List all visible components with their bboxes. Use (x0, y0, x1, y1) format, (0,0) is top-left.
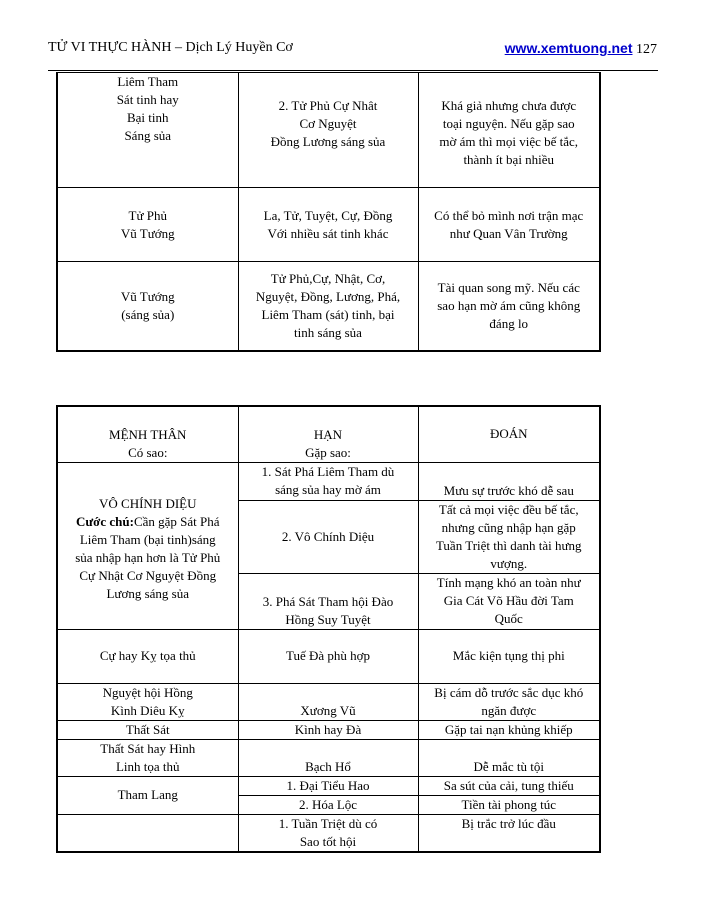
page-number: 127 (636, 42, 657, 57)
table-row (57, 462, 600, 500)
note-label: Cước chú: (75, 513, 134, 529)
menh-than-cell: Thất Sát (57, 720, 238, 739)
han-cell: Xương Vũ (238, 683, 418, 720)
han-cell: Bạch Hổ (238, 739, 418, 776)
han-cell: 1. Tuần Triệt dù có Sao tốt hội (238, 814, 418, 852)
doan-cell: Dễ mắc tù tội (418, 739, 600, 776)
han-cell: 3. Phá Sát Tham hội Đào Hồng Suy Tuyệt (238, 573, 418, 629)
doan-cell: Tài quan song mỹ. Nếu các sao hạn mờ ám cũng không đáng lo (418, 262, 600, 351)
menh-than-cell: Tử Phủ Vũ Tướng (57, 188, 238, 262)
doan-cell: Bị cám dỗ trước sắc dục khó ngăn được (418, 683, 600, 720)
menh-than-cell: Nguyệt hội Hồng Kình Diêu Kỵ (57, 683, 238, 720)
table-row (57, 629, 600, 683)
han-cell: 2. Tử Phủ Cự Nhât Cơ Nguyệt Đồng Lương sáng sủa (238, 73, 418, 188)
website-link[interactable]: www.xemtuong.net (504, 40, 633, 56)
doan-cell: Mưu sự trước khó dễ sau (418, 462, 600, 500)
han-cell: Tuế Đà phù hợp (238, 629, 418, 683)
header-menh-than: MỆNH THÂN Có sao: (57, 406, 238, 462)
menh-than-cell (57, 814, 238, 852)
doan-cell: Mắc kiện tụng thị phi (418, 629, 600, 683)
doan-cell: Sa sút của cải, tung thiếu (418, 776, 600, 795)
menh-than-cell: Liêm Tham Sát tinh hay Bại tinh Sáng sủa (57, 73, 238, 188)
han-cell: 1. Sát Phá Liêm Tham dù sáng sủa hay mờ ám (238, 462, 418, 500)
menh-than-cell: Thất Sát hay Hình Linh tọa thủ (57, 739, 238, 776)
header-han: HẠN Gặp sao: (238, 406, 418, 462)
han-cell: 1. Đại Tiểu Hao (238, 776, 418, 795)
menh-than-han-doan-table (56, 405, 601, 853)
table-row (57, 73, 600, 188)
table-row (57, 814, 600, 852)
han-cell: Kình hay Đà (238, 720, 418, 739)
doan-cell: Tính mạng khó an toàn như Gia Cát Võ Hầu đời Tam Quốc (418, 573, 600, 629)
doan-cell: Có thể bỏ mình nơi trận mạc như Quan Vân Trường (418, 188, 600, 262)
doan-cell: Bị trắc trở lúc đầu (418, 814, 600, 852)
vo-chinh-dieu-cell: VÔ CHÍNH DIỆU Cước chú:Cần gặp Sát Phá Liêm Tham (bại tinh)sáng sủa nhập hạn hơn là Tử Phủ Cự Nhật Cơ Nguyệt Đồng Lương sáng sủa (57, 462, 238, 629)
menh-than-cell: Tham Lang (57, 776, 238, 814)
menh-than-cell: Vũ Tướng (sáng sủa) (57, 262, 238, 351)
header-doan: ĐOÁN (418, 406, 600, 462)
doan-cell: Gặp tai nạn khủng khiếp (418, 720, 600, 739)
menh-than-cell: Cự hay Kỵ tọa thủ (57, 629, 238, 683)
table-row (57, 262, 600, 351)
table-row (57, 683, 600, 720)
table-row (57, 776, 600, 795)
continuation-table (56, 72, 601, 352)
doan-cell: Khá giả nhưng chưa được toại nguyện. Nếu gặp sao mờ ám thì mọi việc bế tắc, thành ít bại nhiều (418, 73, 600, 188)
running-header-right (505, 40, 657, 58)
header-rule (48, 70, 658, 71)
running-header-title: TỬ VI THỰC HÀNH – Dịch Lý Huyền Cơ (48, 40, 293, 55)
table-row (57, 720, 600, 739)
doan-cell: Tiền tài phong túc (418, 795, 600, 814)
han-cell: 2. Hóa Lộc (238, 795, 418, 814)
table-row (57, 739, 600, 776)
table-row (57, 188, 600, 262)
table-header-row (57, 406, 600, 462)
doan-cell: Tất cả mọi việc đều bế tắc, nhưng cũng nhập hạn gặp Tuần Triệt thì danh tài hưng vượng. (418, 500, 600, 573)
han-cell: Tử Phủ,Cự, Nhật, Cơ, Nguyệt, Đồng, Lương, Phá, Liêm Tham (sát) tinh, bại tinh sáng sủa (238, 262, 418, 351)
han-cell: La, Tử, Tuyệt, Cự, Đồng Với nhiều sát tinh khác (238, 188, 418, 262)
han-cell: 2. Vô Chính Diệu (238, 500, 418, 573)
